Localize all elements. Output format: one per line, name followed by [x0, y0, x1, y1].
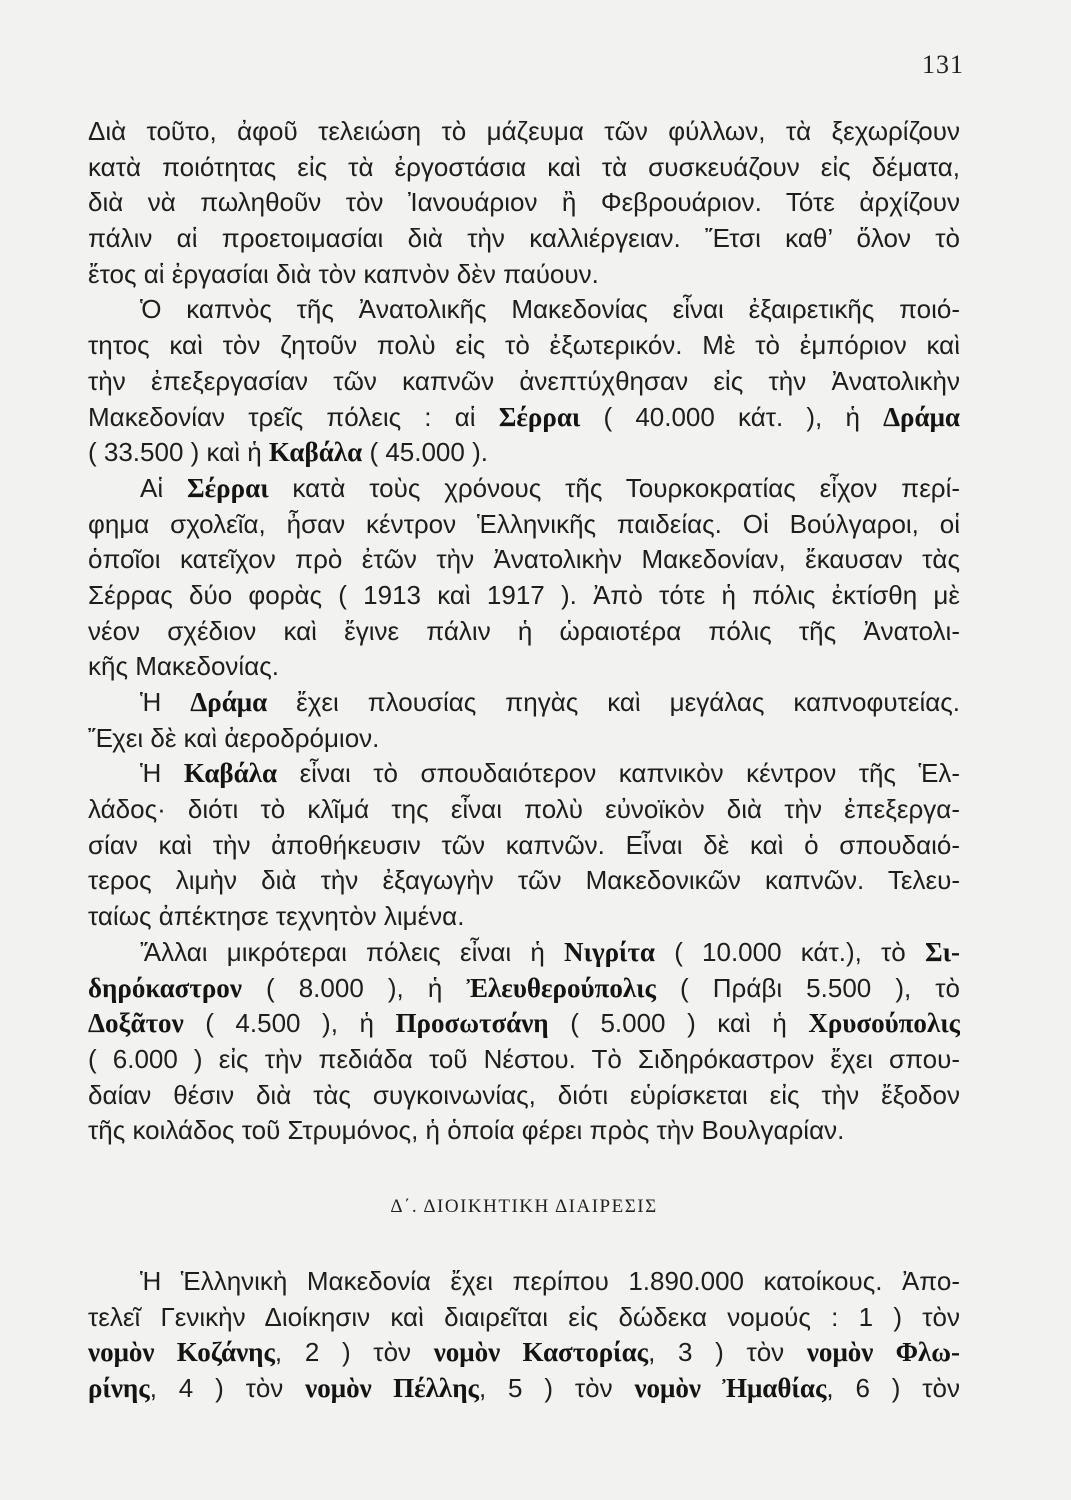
text-run: Αἱ: [140, 472, 187, 503]
bold-term: Σι-: [924, 936, 960, 967]
text-run: , 3 ) τὸν: [648, 1337, 807, 1368]
bold-term: Σέρραι: [498, 401, 581, 432]
text-run: τῆς κοιλάδος τοῦ Στρυμόνος, ἡ ὁποία φέρει πρὸς τὴν Βουλγαρίαν.: [88, 1115, 845, 1146]
text-run: λάδος· διότι τὸ κλῖμά της εἶναι πολὺ εὐνοϊκὸν διὰ τὴν ἐπεξεργα-: [88, 794, 960, 825]
text-run: Διὰ τοῦτο, ἀφοῦ τελειώση τὸ μάζευμα τῶν φύλλων, τὰ ξεχωρίζουν: [88, 116, 960, 146]
text-run: ἔτος αἱ ἐργασίαι διὰ τὸν καπνὸν δὲν παύουν.: [88, 258, 599, 289]
text-line: [88, 1006, 960, 1042]
text-run: , 6 ) τὸν: [826, 1373, 960, 1403]
text-line: [88, 328, 960, 364]
text-line: [88, 1042, 960, 1078]
text-run: Ἡ Ἑλληνικὴ Μακεδονία ἔχει περίπου 1.890.000 κατοίκους. Ἀπο-: [140, 1265, 960, 1296]
bold-term: Προσωτσάνη: [395, 1008, 549, 1039]
text-run: ( 10.000 κάτ.), τὸ: [655, 936, 925, 967]
bold-term: δηρόκαστρον: [88, 972, 242, 1003]
text-line: [88, 1300, 960, 1336]
text-run: , 5 ) τὸν: [478, 1373, 635, 1403]
bold-term: νομὸν Πέλλης: [305, 1373, 479, 1403]
bold-term: Ἐλευθερούπολις: [466, 972, 656, 1003]
text-line: [88, 507, 960, 543]
text-run: Μακεδονίαν τρεῖς πόλεις : αἱ: [88, 401, 499, 432]
paragraph: [88, 114, 960, 292]
text-line: [88, 935, 960, 971]
text-run: Ὁ καπνὸς τῆς Ἀνατολικῆς Μακεδονίας εἶναι ἐξαιρετικῆς ποιό-: [140, 294, 960, 325]
text-line: [88, 1113, 960, 1149]
text-run: ( 6.000 ) εἰς τὴν πεδιάδα τοῦ Νέστου. Τὸ Σιδηρόκαστρον ἔχει σπου-: [88, 1043, 960, 1074]
text-line: [88, 221, 960, 257]
text-run: Ἔχει δὲ καὶ ἀεροδρόμιον.: [88, 722, 380, 753]
text-run: τητος καὶ τὸν ζητοῦν πολὺ εἰς τὸ ἐξωτερικόν. Μὲ τὸ ἐμπόριον καὶ: [88, 330, 960, 361]
bold-term: Νιγρίτα: [564, 936, 655, 967]
paragraph: [88, 685, 960, 756]
text-line: [88, 721, 960, 757]
text-line: [88, 542, 960, 578]
bold-term: Σέρραι: [186, 472, 269, 503]
text-run: πάλιν αἱ προετοιμασίαι διὰ τὴν καλλιέργειαν. Ἔτσι καθ’ ὅλον τὸ: [88, 223, 960, 254]
text-line: [88, 756, 960, 792]
text-run: δαίαν θέσιν διὰ τὰς συγκοινωνίας, διότι εὑρίσκεται εἰς τὴν ἔξοδον: [88, 1079, 960, 1110]
bold-term: νομὸν Φλω-: [806, 1337, 960, 1368]
text-line: [88, 150, 960, 186]
text-run: ἔχει πλουσίας πηγὰς καὶ μεγάλας καπνοφυτείας.: [267, 687, 960, 717]
text-run: εἶναι τὸ σπουδαιότερον καπνικὸν κέντρον τῆς Ἑλ-: [277, 758, 960, 789]
bold-term: Δράμα: [883, 401, 960, 432]
bold-term: ρίνης: [88, 1373, 150, 1403]
bold-term: νομὸν Ἠμαθίας: [634, 1373, 827, 1403]
text-line: [88, 257, 960, 293]
text-run: ( 5.000 ) καὶ ἡ: [548, 1008, 809, 1039]
text-run: , 2 ) τὸν: [274, 1337, 434, 1368]
page-body: [88, 114, 960, 1407]
text-line: [88, 1371, 960, 1407]
text-run: κατὰ ποιότητας εἰς τὰ ἐργοστάσια καὶ τὰ συσκευάζουν εἰς δέματα,: [88, 151, 960, 182]
paragraph: [88, 756, 960, 934]
page-number: 131: [922, 50, 964, 79]
text-run: φημα σχολεῖα, ἦσαν κέντρον Ἑλληνικῆς παιδείας. Οἱ Βούλγαροι, οἱ: [88, 508, 960, 539]
text-line: [88, 614, 960, 650]
text-line: [88, 792, 960, 828]
paragraph: [88, 292, 960, 470]
text-run: ( Πράβι 5.500 ), τὸ: [655, 972, 960, 1003]
text-run: , 4 ) τὸν: [149, 1373, 306, 1403]
text-line: [88, 1078, 960, 1114]
text-run: ὁποῖοι κατεῖχον πρὸ ἐτῶν τὴν Ἀνατολικὴν Μακεδονίαν, ἔκαυσαν τὰς: [88, 544, 960, 575]
bold-term: Χρυσούπολις: [808, 1008, 960, 1039]
text-run: τελεῖ Γενικὴν Διοίκησιν καὶ διαιρεῖται εἰς δώδεκα νομούς : 1 ) τὸν: [88, 1301, 960, 1332]
bold-term: Καβάλα: [183, 758, 278, 789]
text-run: διὰ νὰ πωληθοῦν τὸν Ἰανουάριον ἢ Φεβρουάριον. Τότε ἀρχίζουν: [88, 187, 960, 218]
text-line: [88, 185, 960, 221]
text-line: [88, 292, 960, 328]
text-run: τὴν ἐπεξεργασίαν τῶν καπνῶν ἀνεπτύχθησαν εἰς τὴν Ἀνατολικὴν: [88, 365, 960, 396]
text-line: [88, 863, 960, 899]
paragraph: [88, 935, 960, 1149]
text-line: [88, 114, 960, 150]
text-line: [88, 471, 960, 507]
text-line: [88, 435, 960, 471]
text-run: Σέρρας δύο φορὰς ( 1913 καὶ 1917 ). Ἀπὸ τότε ἡ πόλις ἐκτίσθη μὲ: [88, 579, 960, 610]
text-run: νέον σχέδιον καὶ ἔγινε πάλιν ἡ ὡραιοτέρα πόλις τῆς Ἀνατολι-: [88, 615, 960, 646]
text-run: Ἡ: [140, 687, 191, 717]
text-line: [88, 578, 960, 614]
text-run: Ἡ: [140, 758, 184, 789]
text-line: [88, 364, 960, 400]
text-run: ταίως ἀπέκτησε τεχνητὸν λιμένα.: [88, 901, 465, 932]
text-line: [88, 1335, 960, 1371]
text-line: [88, 971, 960, 1007]
text-run: κατὰ τοὺς χρόνους τῆς Τουρκοκρατίας εἶχον περί-: [268, 472, 960, 503]
text-line: [88, 685, 960, 721]
section-heading: Δ΄. ΔΙΟΙΚΗΤΙΚΗ ΔΙΑΙΡΕΣΙΣ: [390, 1195, 658, 1217]
paragraph: [88, 1264, 960, 1407]
text-run: κῆς Μακεδονίας.: [88, 651, 279, 682]
text-run: σίαν καὶ τὴν ἀποθήκευσιν τῶν καπνῶν. Εἶναι δὲ καὶ ὁ σπουδαιό-: [88, 829, 960, 860]
text-line: [88, 899, 960, 935]
bold-term: νομὸν Κοζάνης: [88, 1337, 275, 1368]
text-run: Ἄλλαι μικρότεραι πόλεις εἶναι ἡ: [140, 936, 565, 967]
text-run: ( 45.000 ).: [362, 437, 488, 468]
text-line: [88, 649, 960, 685]
text-line: [88, 1264, 960, 1300]
bold-term: Δράμα: [190, 687, 268, 717]
bold-term: νομὸν Καστορίας: [433, 1337, 649, 1368]
text-run: ( 8.000 ), ἡ: [241, 972, 467, 1003]
bold-term: Δοξᾶτον: [88, 1008, 184, 1039]
text-run: ( 4.500 ), ἡ: [183, 1008, 396, 1039]
text-line: [88, 400, 960, 436]
text-run: τερος λιμὴν διὰ τὴν ἐξαγωγὴν τῶν Μακεδονικῶν καπνῶν. Τελευ-: [88, 865, 960, 896]
text-run: ( 40.000 κάτ. ), ἡ: [580, 401, 884, 432]
text-run: ( 33.500 ) καὶ ἡ: [88, 437, 269, 468]
text-line: [88, 828, 960, 864]
bold-term: Καβάλα: [268, 437, 363, 468]
paragraph: [88, 471, 960, 685]
